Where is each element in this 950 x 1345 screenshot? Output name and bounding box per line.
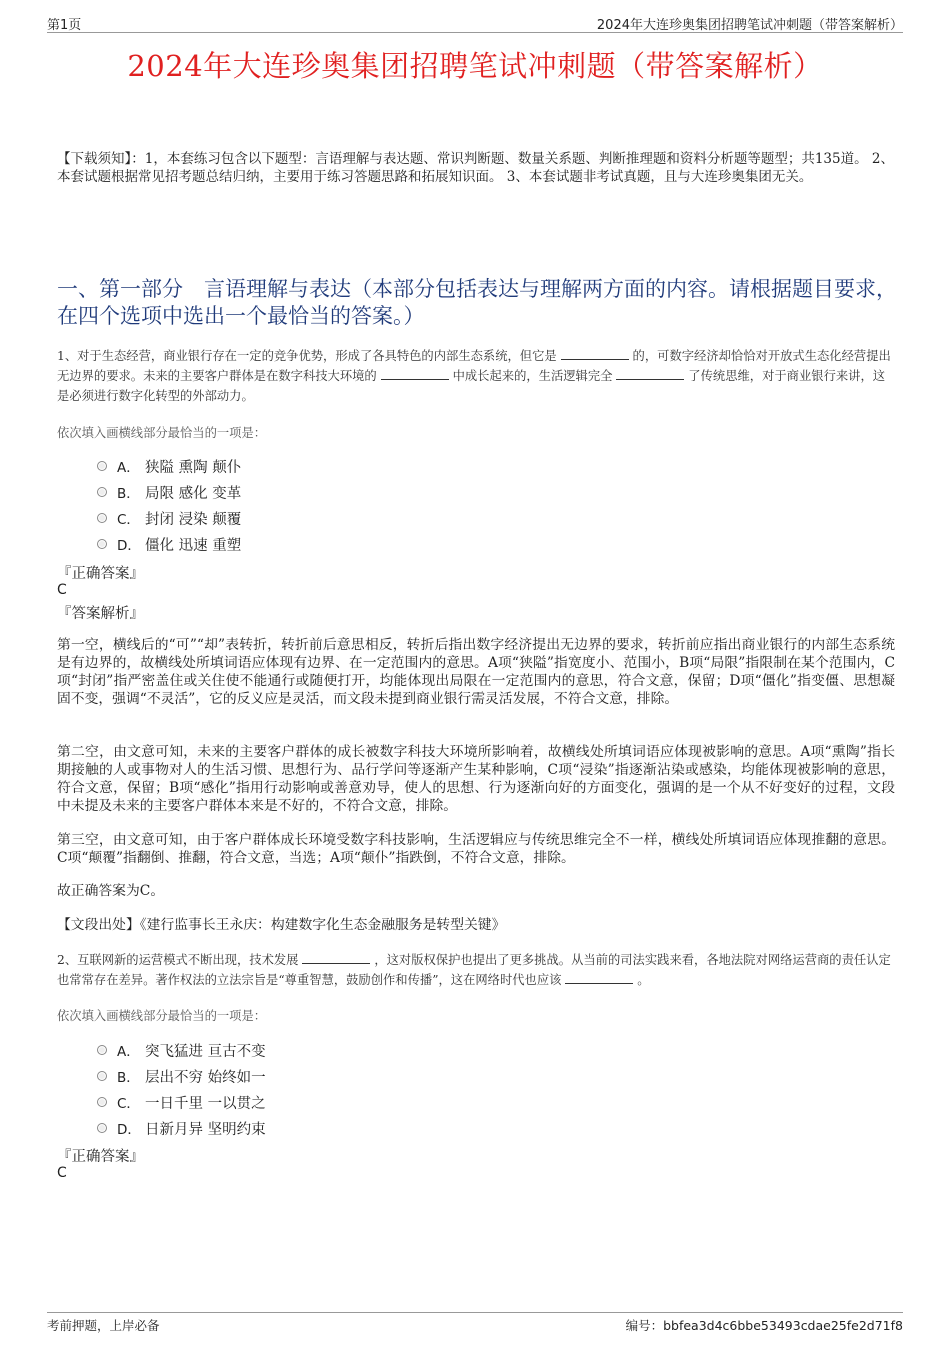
option-c[interactable] <box>97 505 241 531</box>
analysis-conclusion: 故正确答案为C。 <box>57 883 165 899</box>
q2-text-part: ，这对版权保护也提出了更多挑战。从当前的司法实践来看，各地法院对网络运营商的责任认定也常常存在差异。著作权法的立法宗旨是“尊重智慧，鼓励创作和传播”，这在网络时代也应该 <box>57 953 891 987</box>
radio-icon[interactable] <box>97 487 107 497</box>
correct-answer-label: 『正确答案』 <box>57 1149 144 1165</box>
radio-icon[interactable] <box>97 1045 107 1055</box>
option-b[interactable] <box>97 479 241 505</box>
radio-icon[interactable] <box>97 1071 107 1081</box>
correct-answer-label: 『正确答案』 <box>57 566 144 582</box>
question-2-options <box>97 1037 266 1141</box>
option-text: 封闭 浸染 颠覆 <box>145 511 242 528</box>
answer-blank <box>381 367 449 380</box>
analysis-paragraph-1: 第一空，横线后的“可”“却”表转折，转折前后意思相反，转折后指出数字经济提出无边界的要求，转折前应指出商业银行的内部生态系统是有边界的，故横线处所填词语应体现有边界、在一定范围内的意思。A项“狭隘”指宽度小、范围小，B项“局限”指限制在某个范围内，C项“封闭”指严密盖住或关住使不能通行或随便打开，均能体现出局限在一定范围内的意思，符合文意，保留；D项“僵化”指变僵、思想凝固不变，强调“不灵活”，它的反义应是灵活，而文段未提到商业银行需灵活发展，不符合文意，排除。 <box>57 637 895 707</box>
q1-text-part: 1、对于生态经营，商业银行存在一定的竞争优势，形成了各具特色的内部生态系统，但它是 <box>57 349 557 363</box>
option-b[interactable] <box>97 1063 266 1089</box>
radio-icon[interactable] <box>97 1123 107 1133</box>
option-text: 僵化 迅速 重塑 <box>145 537 242 554</box>
page-header <box>47 14 903 33</box>
question-1-instruction: 依次填入画横线部分最恰当的一项是： <box>57 426 267 440</box>
q2-text-part: 2、互联网新的运营模式不断出现，技术发展 <box>57 953 299 967</box>
page-footer <box>47 1312 903 1336</box>
question-2-stem <box>57 950 897 990</box>
footer-slogan: 考前押题，上岸必备 <box>47 1318 160 1333</box>
option-letter: A． <box>117 460 140 476</box>
analysis-paragraph-2: 第二空，由文意可知，未来的主要客户群体的成长被数字科技大环境所影响着，故横线处所填词语应体现被影响的意思。A项“熏陶”指长期接触的人或事物对人的生活习惯、思想行为、品行学问等逐渐产生某种影响，C项“浸染”指逐渐沾染或感染，均能体现被影响的意思，符合文意，保留；B项“感化”指用行动影响或善意劝导，使人的思想、行为逐渐向好的方面变化，强调的是一个从不好变好的过程，文段中未提及未来的主要客户群体本来是不好的，不符合文意，排除。 <box>57 744 895 814</box>
q2-text-part: 。 <box>637 973 650 987</box>
radio-icon[interactable] <box>97 513 107 523</box>
option-d[interactable] <box>97 1115 266 1141</box>
radio-icon[interactable] <box>97 539 107 549</box>
option-letter: C． <box>117 512 140 528</box>
option-letter: B． <box>117 1070 140 1086</box>
option-letter: C． <box>117 1096 140 1112</box>
header-doc-title: 2024年大连珍奥集团招聘笔试冲刺题（带答案解析） <box>596 18 903 33</box>
correct-answer: C <box>57 1165 67 1181</box>
question-1-options <box>97 453 241 557</box>
document-title: 2024年大连珍奥集团招聘笔试冲刺题（带答案解析） <box>127 49 823 83</box>
page-number: 第1页 <box>47 18 82 33</box>
correct-answer: C <box>57 582 67 598</box>
q1-text-part: 了传统思维，对于商业银行来讲，这是必须进行数字化转型的外部动力。 <box>57 369 886 403</box>
option-letter: B． <box>117 486 140 502</box>
analysis-paragraph-3: 第三空，由文意可知，由于客户群体成长环境受数字科技影响，生活逻辑应与传统思维完全不一样，横线处所填词语应体现推翻的意思。C项“颠覆”指翻倒、推翻，符合文意，当选；A项“颠仆”指跌倒，不符合文意，排除。 <box>57 832 895 866</box>
download-notice: 【下载须知】：1，本套练习包含以下题型：言语理解与表达题、常识判断题、数量关系题、判断推理题和资料分析题等题型；共135道。 2、本套试题根据常见招考题总结归纳，主要用于练习答题思路和拓展知识面。 3、本套试题非考试真题，且与大连珍奥集团无关。 <box>57 151 894 185</box>
option-letter: A． <box>117 1044 140 1060</box>
footer-document-id: 编号：bbfea3d4c6bbe53493cdae25fe2d71f8 <box>625 1318 903 1333</box>
answer-blank <box>561 347 629 360</box>
radio-icon[interactable] <box>97 461 107 471</box>
answer-blank <box>616 367 684 380</box>
analysis-label: 『答案解析』 <box>57 606 144 622</box>
option-text: 狭隘 熏陶 颠仆 <box>145 459 242 476</box>
option-d[interactable] <box>97 531 241 557</box>
option-text: 日新月异 坚明约束 <box>145 1121 266 1138</box>
q1-text-part: 的，可数字经济却恰恰对开放式生态化经营提出无边界的要求。未来的主要客户群体是在数字科技大环境的 <box>57 349 891 383</box>
radio-icon[interactable] <box>97 1097 107 1107</box>
option-text: 突飞猛进 亘古不变 <box>145 1043 266 1060</box>
option-letter: D． <box>117 1122 141 1138</box>
option-a[interactable] <box>97 1037 266 1063</box>
answer-blank <box>302 951 370 964</box>
question-1-stem <box>57 346 897 406</box>
section-heading: 一、第一部分 言语理解与表达（本部分包括表达与理解两方面的内容。请根据题目要求，在四个选项中选出一个最恰当的答案。） <box>57 277 897 328</box>
option-a[interactable] <box>97 453 241 479</box>
q1-text-part: 中成长起来的，生活逻辑完全 <box>452 369 613 383</box>
question-2-instruction: 依次填入画横线部分最恰当的一项是： <box>57 1009 267 1023</box>
option-c[interactable] <box>97 1089 266 1115</box>
option-text: 层出不穷 始终如一 <box>145 1069 266 1086</box>
option-text: 一日千里 一以贯之 <box>145 1095 266 1112</box>
option-letter: D． <box>117 538 141 554</box>
option-text: 局限 感化 变革 <box>145 485 242 502</box>
answer-blank <box>565 971 633 984</box>
passage-source: 【文段出处】《建行监事长王永庆：构建数字化生态金融服务是转型关键》 <box>57 917 506 933</box>
